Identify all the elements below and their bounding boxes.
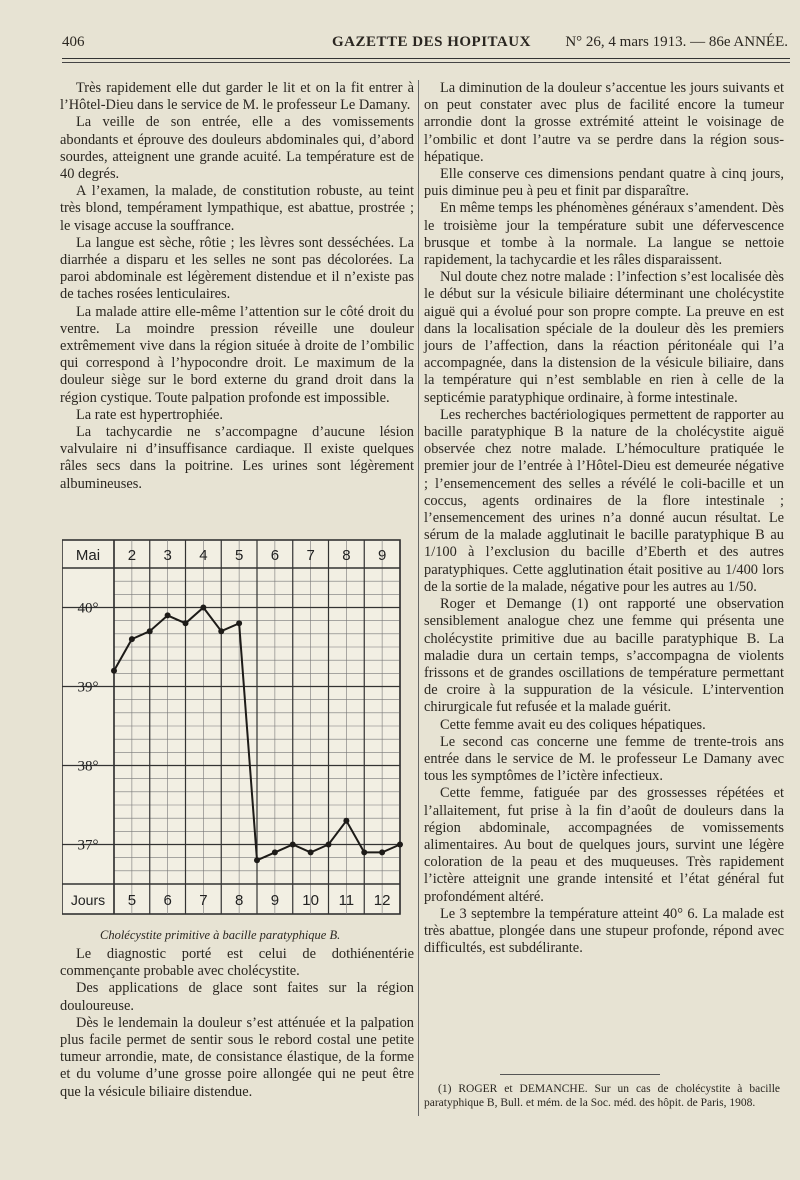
temperature-point (361, 849, 367, 855)
day-number-label: 10 (302, 892, 319, 909)
column-divider (418, 80, 419, 1116)
page-header (62, 34, 788, 56)
day-number-label: 5 (127, 892, 137, 909)
paragraph: La veille de son entrée, elle a des vomissements abondants et éprouve des douleurs abdominales qui, d’abord sourdes, atteignent une grande acuité. La température est de 40 degrés. (60, 114, 414, 183)
date-label: 2 (127, 547, 137, 564)
page-number: 406 (62, 34, 85, 50)
month-label: Mai (75, 547, 101, 564)
temperature-point (218, 628, 224, 634)
temperature-point (129, 636, 135, 642)
paragraph: Dès le lendemain la douleur s’est atténuée et la palpation plus facile permet de sentir sous le rebord costal une petite tumeur arrondie, mate, de consistance élastique, de la forme et du volume d’une grosse poire allongée qui ne peut être que la vésicule biliaire distendue. (60, 1014, 414, 1100)
temperature-point (397, 842, 403, 848)
paragraph: La malade attire elle-même l’attention sur le côté droit du ventre. La moindre pression réveille une douleur extrêmement vive dans la région située à droite de l’ombilic qui correspond à l’hypocondre droit. Le maximum de la douleur siège sur le bord externe du grand droit dans la région cystique. Toute palpation profonde est impossible. (60, 303, 414, 406)
temperature-point (272, 849, 278, 855)
paragraph: Le diagnostic porté est celui de dothiénentérie commençante probable avec cholécystite. (60, 946, 414, 980)
temperature-point (236, 620, 242, 626)
day-number-label: 12 (373, 892, 391, 909)
temperature-chart (62, 532, 404, 918)
issue-info: N° 26, 4 mars 1913. — 86e ANNÉE. (565, 34, 788, 50)
header-rule (62, 58, 790, 59)
temperature-point (343, 818, 349, 824)
date-label: 9 (377, 547, 387, 564)
paragraph: Très rapidement elle dut garder le lit et on la fit entrer à l’Hôtel-Dieu dans le service de M. le professeur Le Damany. (60, 80, 414, 114)
paragraph: Cette femme avait eu des coliques hépatiques. (440, 716, 706, 733)
temperature-tick-label: 37° (77, 837, 99, 854)
left-column (60, 80, 414, 493)
temperature-point (200, 605, 206, 611)
temperature-point (111, 668, 117, 674)
temperature-point (183, 620, 189, 626)
day-number-label: 7 (199, 892, 208, 909)
paragraph: Des applications de glace sont faites sur la région douloureuse. (60, 980, 414, 1014)
day-number-label: 11 (338, 892, 355, 909)
left-column-continued (60, 946, 414, 1101)
journal-title: GAZETTE DES HOPITAUX (332, 34, 531, 50)
date-label: 4 (199, 547, 208, 564)
figure-caption: Cholécystite primitive à bacille paratyphique B. (100, 928, 341, 942)
temperature-point (308, 849, 314, 855)
temperature-point (147, 628, 153, 634)
temperature-point (326, 842, 332, 848)
right-column (424, 80, 784, 957)
paragraph: La tachycardie ne s’accompagne d’aucune lésion valvulaire ni d’insuffisance cardiaque. Il existe quelques râles secs dans la poitrine. Les urines sont légèrement albumineuses. (60, 424, 414, 492)
paragraph: En même temps les phénomènes généraux s’amendent. Dès le troisième jour la température subit une défervescence brusque et tombe à la normale. La langue se nettoie rapidement, la tachycardie et les râles disparaissent. (424, 200, 784, 269)
day-number-label: 8 (234, 892, 244, 909)
days-label: Jours (70, 892, 106, 908)
temperature-point (290, 842, 296, 848)
temperature-chart-svg (62, 532, 404, 918)
paragraph: Elle conserve ces dimensions pendant quatre à cinq jours, puis diminue peu à peu et finit par disparaître. (424, 166, 784, 200)
paragraph: La diminution de la douleur s’accentue les jours suivants et on peut constater avec plus de facilité encore la tumeur arrondie dont la grosse extrémité atteint le voisinage de l’ombilic et dont l’autre va se perdre dans la région sous-hépatique. (424, 80, 784, 165)
date-label: 6 (270, 547, 280, 564)
day-number-label: 9 (270, 892, 280, 909)
temperature-point (379, 849, 385, 855)
temperature-tick-label: 39° (77, 679, 99, 696)
date-label: 7 (306, 547, 315, 564)
paragraph: La langue est sèche, rôtie ; les lèvres sont desséchées. La diarrhée a disparu et les selles ne sont pas décolorées. La paroi abdominale est légèrement distendue et il n’existe pas de taches rosées lenticulaires. (60, 234, 414, 303)
footnote-text: (1) ROGER et DEMANCHE. Sur un cas de cholécystite à bacille paratyphique B, Bull. et mém. de la Soc. méd. des hôpit. de Paris, 1908. (424, 1083, 780, 1109)
date-label: 3 (163, 547, 172, 564)
paragraph: Roger et Demange (1) ont rapporté une observation sensiblement analogue chez une femme qui présenta une cholécystite primitive due au bacille paratyphique B. La maladie dura un certain temps, s’accompagna de violents frissons et de grandes oscillations de température permettant de croire à la suppuration de la vésicule. L’intervention chirurgicale fut refusée et la malade guérit. (424, 596, 784, 716)
date-label: 8 (342, 547, 351, 564)
header-rule-thin (62, 62, 790, 63)
paragraph: Le second cas concerne une femme de trente-trois ans entrée dans le service de M. le professeur Le Damany avec tous les symptômes de l’ictère infectieux. (424, 733, 784, 785)
paragraph: Cette femme, fatiguée par des grossesses répétées et l’allaitement, fut prise à la fin d’août de douleurs dans la région abdominale, accompagnées de vomissements alimentaires. Au bout de quelques jours, survint une légère coloration de la peau et des muqueuses. Très rapidement l’ictère atteignit une grande intensité et l’état général fut profondément altéré. (424, 785, 784, 905)
temperature-point (165, 612, 171, 618)
day-number-label: 6 (163, 892, 172, 909)
temperature-tick-label: 40° (77, 600, 99, 617)
temperature-tick-label: 38° (77, 758, 99, 775)
paragraph: Nul doute chez notre malade : l’infection s’est localisée dès le début sur la vésicule biliaire déterminant une cholécystite aiguë qui a évolué pour son propre compte. La preuve en est dans la localisation spéciale de la douleur dès les premiers jours de l’affection, dans la réaction péritonéale qui l’a accompagnée, dans la distension de la vésicule biliaire, dans la température qui n’est semblable en rien à celle de la septicémie paratyphique ordinaire, à forme intestinale. (424, 269, 784, 406)
paragraph: La rate est hypertrophiée. (76, 406, 224, 423)
paragraph: Le 3 septembre la température atteint 40° 6. La malade est très abattue, plongée dans une stupeur profonde, répond avec difficultés, est subdélirante. (424, 905, 784, 957)
footnote (424, 1082, 780, 1110)
paragraph: Les recherches bactériologiques permettent de rapporter au bacille paratyphique B la nature de la cholécystite aiguë observée chez notre malade. L’hémoculture pratiquée le premier jour de l’entrée à l’Hôtel-Dieu est demeurée négative ; l’ensemencement des selles a révélé le coli-bacille et un coccus, agents ordinaires de la flore intestinale ; l’ensemencement des urines n’a donné aucun résultat. Le sérum de la malade agglutinait le bacille paratyphique B au 1/100 à l’exclusion du bacille d’Eberth et des autres paratyphiques. Cette agglutination était positive au 1/400 lors de la sortie de la malade, négative pour les autres au 1/50. (424, 406, 784, 595)
paragraph: A l’examen, la malade, de constitution robuste, au teint très blond, tempérament lympathique, est abattue, prostrée ; le visage accuse la souffrance. (60, 183, 414, 234)
footnote-rule (500, 1074, 660, 1075)
temperature-point (254, 857, 260, 863)
date-label: 5 (234, 547, 244, 564)
